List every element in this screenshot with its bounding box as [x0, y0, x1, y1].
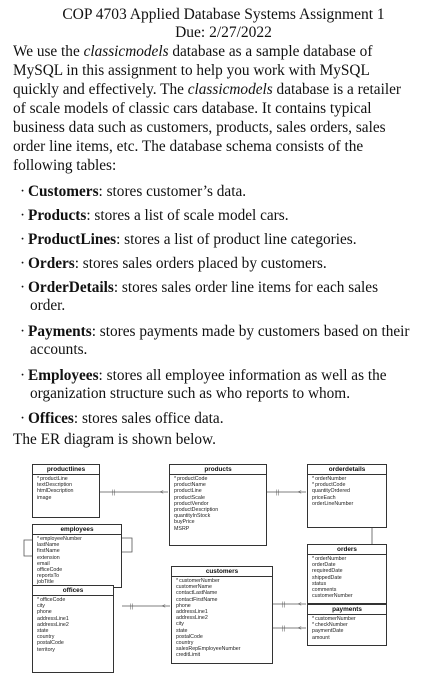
field: firstName [37, 548, 60, 555]
svg-text:||: || [276, 490, 280, 496]
svg-text:<: < [160, 490, 164, 496]
table-title: employees [33, 525, 121, 535]
field: * productCode [312, 482, 386, 488]
svg-text:<: < [162, 604, 166, 610]
field: paymentDate [312, 628, 344, 635]
field: contactFirstName [176, 596, 218, 603]
intro-line-5: business data such as customers, products, sales orders, sales [13, 119, 386, 136]
field: country [37, 634, 55, 641]
field: textDescription [37, 482, 73, 489]
intro-line-2: MySQL in this assignment to help you work with MySQL [13, 62, 370, 79]
table-title: orders [308, 545, 386, 555]
bullet-offices: · Offices: stores sales office data. [20, 410, 224, 427]
field: * customerNumber [312, 616, 386, 622]
field: htmlDescription [37, 488, 74, 495]
bullet-products: · Products: stores a list of scale model cars. [20, 207, 289, 224]
field: productDescription [174, 507, 219, 514]
field: quantityInStock [174, 513, 211, 520]
svg-text:||: || [282, 626, 286, 632]
field: jobTitle [37, 579, 54, 586]
table-title: orderdetails [308, 465, 386, 475]
field: addressLine2 [37, 621, 69, 628]
field: * checkNumber [312, 622, 386, 628]
field: salesRepEmployeeNumber [176, 646, 241, 653]
er-caption: The ER diagram is shown below. [13, 431, 216, 448]
productlines-table [32, 464, 100, 518]
field: addressLine1 [37, 615, 69, 622]
bullet-productlines: · ProductLines: stores a list of product line categories. [20, 231, 357, 248]
products-table [169, 464, 267, 546]
svg-text:<: < [298, 626, 302, 632]
field: city [176, 621, 184, 628]
field: productScale [174, 494, 205, 501]
svg-text:<: < [298, 602, 302, 608]
field: orderLineNumber [312, 500, 354, 507]
field: amount [312, 634, 330, 641]
intro-line-1: We use the classicmodels database as a sample database of [13, 43, 373, 60]
field: requiredDate [312, 568, 343, 575]
field: state [37, 628, 49, 635]
svg-text:||: || [282, 602, 286, 608]
field: * orderNumber [312, 556, 386, 562]
field: phone [176, 602, 191, 609]
field: reportsTo [37, 573, 60, 580]
field: territory [37, 646, 55, 653]
field: comments [312, 587, 337, 594]
employees-table [32, 524, 122, 588]
offices-table [32, 585, 114, 673]
svg-text:||: || [112, 490, 116, 496]
field: * officeCode [37, 597, 113, 603]
field: MSRP [174, 525, 190, 532]
field: productVendor [174, 500, 209, 507]
payments-table [307, 604, 387, 646]
bullet-payments: · Payments: stores payments made by customers based on their accounts. [20, 323, 410, 358]
field: country [176, 640, 194, 647]
svg-text:<: < [298, 490, 302, 496]
field: customerNumber [312, 593, 353, 600]
field: image [37, 494, 52, 501]
intro-line-6: order line items, etc. The database schema consists of the [13, 138, 364, 155]
er-diagram [0, 456, 447, 700]
orderdetails-table [307, 464, 387, 528]
field: phone [37, 609, 52, 616]
field: * orderNumber [312, 476, 386, 482]
field: officeCode [37, 567, 63, 574]
bullet-orders: · Orders: stores sales orders placed by customers. [20, 255, 327, 272]
field: extension [37, 554, 60, 561]
svg-text:||: || [130, 604, 134, 610]
field: * productLine [37, 476, 99, 482]
field: status [312, 580, 327, 587]
field: * customerNumber [176, 578, 272, 584]
field: postalCode [176, 633, 203, 640]
intro-line-7: following tables: [13, 157, 117, 174]
field: productLine [174, 488, 202, 495]
field: email [37, 560, 50, 567]
field: lastName [37, 542, 60, 549]
field: addressLine2 [176, 615, 208, 622]
table-title: payments [308, 605, 386, 615]
bullet-customers: · Customers: stores customer’s data. [20, 183, 247, 200]
table-title: products [170, 465, 266, 475]
field: shippedDate [312, 574, 342, 581]
field: buyPrice [174, 519, 195, 526]
field: contactLastName [176, 590, 218, 597]
field: quantityOrdered [312, 488, 350, 495]
field: priceEach [312, 494, 336, 501]
field: customerName [176, 584, 212, 591]
table-title: offices [33, 586, 113, 596]
due-date: Due: 2/27/2022 [175, 24, 272, 41]
field: productName [174, 482, 206, 489]
bullet-employees: · Employees: stores all employee information as well as the organization structure such as who reports to whom. [20, 367, 387, 402]
bullet-orderdetails: · OrderDetails: stores sales order line items for each sales order. [20, 279, 379, 314]
field: * productCode [174, 476, 266, 482]
field: * employeeNumber [37, 536, 121, 542]
assignment-title: COP 4703 Applied Database Systems Assignment 1 [62, 6, 385, 23]
table-title: customers [172, 567, 272, 577]
field: addressLine1 [176, 609, 208, 616]
field: state [176, 627, 188, 634]
intro-line-4: of scale models of classic cars database. It contains typical [13, 100, 372, 117]
customers-table [171, 566, 273, 664]
table-title: productlines [33, 465, 99, 475]
field: orderDate [312, 562, 336, 569]
field: postalCode [37, 640, 64, 647]
field: creditLimit [176, 652, 201, 659]
field: city [37, 603, 45, 610]
orders-table [307, 544, 387, 604]
intro-line-3: quickly and effectively. The classicmodels database is a retailer [13, 81, 401, 98]
